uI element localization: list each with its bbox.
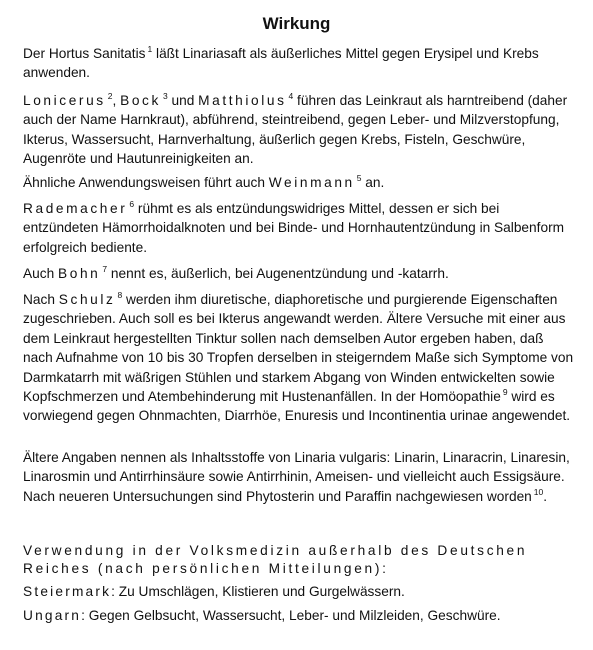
separator: und	[167, 93, 199, 108]
author-name: Rademacher	[23, 201, 128, 216]
paragraph-text: an.	[361, 175, 385, 190]
paragraph-text: Ältere Angaben nennen als Inhaltsstoffe von Linaria vulgaris: Linarin, Linaracrin, Linaresin, Linarosmin und Antirrhinsäure sowie Antirrhinin, Ameisen- und vielleicht auch Essigsäure. Nach neueren Untersuchungen sind Phytosterin und Paraffin nachgewiesen worden	[23, 450, 570, 504]
footnote-ref: 1	[147, 44, 153, 54]
paragraph-hortus	[23, 44, 575, 83]
separator: ,	[112, 93, 121, 108]
author-name: Bock	[120, 93, 161, 108]
paragraph-text: wird es vorwiegend gegen Ohnmachten, Diarrhöe, Enuresis und Incontinentia urinae angewendet.	[23, 389, 571, 424]
separator: :	[111, 584, 119, 599]
paragraph-bohn	[23, 264, 575, 283]
paragraph-text: nennt es, äußerlich, bei Augenentzündung und -katarrh.	[107, 266, 449, 281]
author-name: Bohn	[58, 266, 101, 281]
paragraph-schulz	[23, 290, 575, 426]
paragraph-text: läßt Linariasaft als äußerliches Mittel gegen Erysipel und Krebs anwenden.	[23, 46, 539, 81]
footnote-ref: 2	[107, 91, 113, 101]
author-name: Lonicerus	[23, 93, 106, 108]
folk-medicine-heading: Verwendung in der Volksmedizin außerhalb des Deutschen Reiches (nach persönlichen Mitteilungen):	[23, 543, 528, 576]
paragraph-text: Ähnliche Anwendungsweisen führt auch	[23, 175, 269, 190]
footnote-ref: 3	[162, 91, 168, 101]
paragraph-weinmann	[23, 173, 575, 192]
paragraph-text: Auch	[23, 266, 59, 281]
footnote-ref: 9	[502, 387, 508, 398]
paragraph-text: Nach	[23, 292, 59, 307]
folk-entry-steiermark	[23, 582, 575, 601]
footnote-ref: 10	[533, 486, 544, 497]
paragraph-lonicerus	[23, 91, 575, 169]
entry-text: Gegen Gelbsucht, Wassersucht, Leber- und Milzleiden, Geschwüre.	[88, 608, 501, 623]
paragraph-text: werden ihm diuretische, diaphoretische und purgierende Eigenschaften zugeschrieben. Auch soll es bei Ikterus angewandt werden. Ältere Versuche mit einer aus dem Leinkraut hergestellten Tinktur sollen nach demselben Autor ergeben haben, daß nach Aufnahme von 10 bis 30 Tropfen derselben in steigerndem Maße sich Symptome von Darmkatarrh mit wäßrigen Stühlen und starkem Abgang von Winden entwickelten sowie Kopfschmerzen und Atembehinderung mit Hustenanfällen. In der Homöopathie	[23, 292, 574, 405]
region-name: Steiermark	[23, 584, 112, 599]
paragraph-text: .	[543, 488, 548, 504]
footnote-ref: 7	[102, 264, 108, 274]
paragraph-text: Der Hortus Sanitatis	[23, 46, 146, 61]
paragraph-text: rühmt es als entzündungswidriges Mittel, dessen er sich bei entzündeten Hämorrhoidalknoten und bei Binde- und Hornhautentzündung in Salbenform erfolgreich bediente.	[23, 201, 565, 255]
section-heading: Wirkung	[262, 14, 331, 33]
footnote-ref: 5	[356, 173, 362, 183]
paragraph-text: führen das Leinkraut als harntreibend (daher auch der Name Harnkraut), abführend, steintreibend, gegen Leber- und Milzverstopfung, Ikterus, Wassersucht, Harnverhaltung, äußerlich gegen Krebs, Fisteln, Geschwüre, Augenröte und Hautunreinigkeiten an.	[23, 93, 568, 167]
paragraph-inhaltsstoffe	[23, 448, 575, 506]
folk-entry-ungarn	[23, 606, 575, 625]
region-name: Ungarn	[23, 608, 82, 623]
entry-text: Zu Umschlägen, Klistieren und Gurgelwässern.	[118, 584, 405, 599]
author-name: Weinmann	[268, 175, 355, 190]
separator: :	[81, 608, 89, 623]
author-name: Schulz	[58, 292, 116, 307]
author-name: Matthiolus	[198, 93, 287, 108]
paragraph-rademacher	[23, 199, 575, 257]
footnote-ref: 6	[129, 199, 135, 209]
footnote-ref: 8	[117, 290, 123, 300]
footnote-ref: 4	[288, 91, 294, 101]
